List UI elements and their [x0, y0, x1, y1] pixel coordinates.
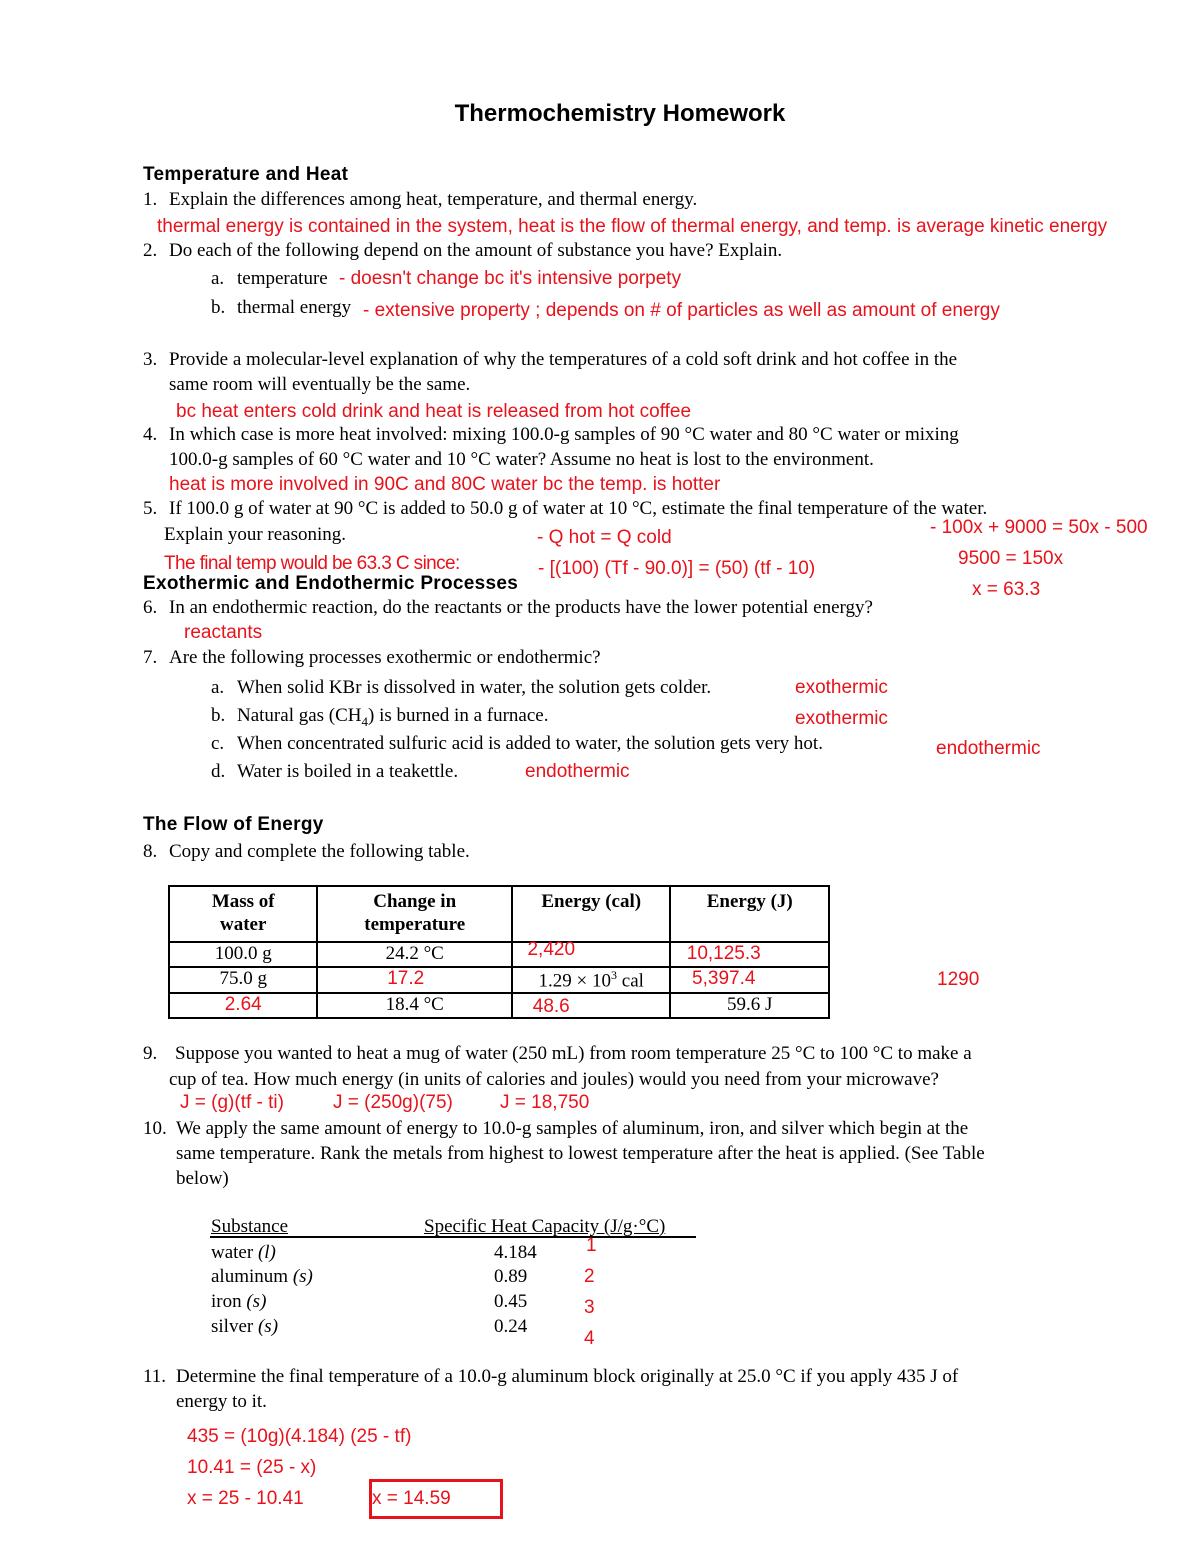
question-text: Do each of the following depend on the amount of substance you have? Explain. — [169, 240, 783, 261]
question-7a — [211, 677, 711, 700]
cell-answer: 17.2 — [387, 968, 425, 989]
question-9-line2: cup of tea. How much energy (in units of calories and joules) would you need from your microwave? — [169, 1069, 939, 1090]
question-11 — [143, 1366, 958, 1389]
question-9 — [143, 1043, 972, 1066]
subscript: 4 — [361, 713, 369, 729]
substance-row: iron (s) — [211, 1291, 267, 1312]
question-5-line2: Explain your reasoning. — [164, 524, 347, 545]
question-number: 10. — [143, 1118, 167, 1139]
question-text: Are the following processes exothermic or endothermic? — [169, 647, 601, 668]
answer-9-formula: J = (g)(tf - ti) — [180, 1092, 284, 1113]
table-cell: 59.6 J — [670, 993, 829, 1018]
cell-answer: 5,397.4 — [692, 968, 756, 989]
answer-9-substitution: J = (250g)(75) — [333, 1092, 453, 1113]
answer-5-setup: - [(100) (Tf - 90.0)] = (50) (tf - 10) — [538, 558, 816, 579]
question-text: In which case is more heat involved: mixing 100.0-g samples of 90 °C water and 80 °C water or mixing — [169, 424, 959, 445]
item-text: thermal energy — [237, 297, 352, 318]
answer-9-result: J = 18,750 — [500, 1092, 590, 1113]
specific-heat-value: 0.24 — [494, 1316, 528, 1337]
question-7c — [211, 733, 823, 756]
question-text: Suppose you wanted to heat a mug of water (250 mL) from room temperature 25 °C to 100 °C to make a — [175, 1043, 972, 1064]
table-cell: 100.0 g — [169, 942, 317, 967]
table-cell — [512, 993, 670, 1018]
rank-answer: 3 — [584, 1297, 595, 1318]
question-text: In an endothermic reaction, do the reactants or the products have the lower potential energy? — [169, 597, 873, 618]
question-6 — [143, 597, 873, 620]
answer-11-step-1: 435 = (10g)(4.184) (25 - tf) — [187, 1426, 412, 1447]
answer-4: heat is more involved in 90C and 80C water bc the temp. is hotter — [169, 474, 721, 495]
question-number: 3. — [143, 349, 158, 370]
table-cell — [317, 967, 512, 993]
question-text: Copy and complete the following table. — [169, 841, 470, 862]
question-number: 2. — [143, 240, 158, 261]
table-cell: 75.0 g — [169, 967, 317, 993]
table-rule — [210, 1236, 696, 1238]
question-10-line3: below) — [176, 1168, 229, 1189]
answer-7d: endothermic — [525, 761, 630, 782]
question-7b — [211, 705, 548, 729]
answer-7c: endothermic — [936, 738, 1041, 759]
question-11-line2: energy to it. — [176, 1391, 267, 1412]
item-letter: a. — [211, 677, 225, 698]
table-row — [169, 967, 829, 993]
section-heading-temperature-heat: Temperature and Heat — [143, 164, 349, 185]
question-number: 5. — [143, 498, 158, 519]
table-cell — [670, 942, 829, 967]
page-title: Thermochemistry Homework — [454, 100, 786, 127]
item-text-post: ) is burned in a furnace. — [368, 705, 549, 726]
item-text-pre: Natural gas (CH — [237, 705, 362, 726]
item-letter: b. — [211, 705, 226, 726]
answer-8-side-note: 1290 — [937, 969, 980, 990]
question-2 — [143, 240, 782, 263]
question-number: 8. — [143, 841, 158, 862]
cell-value-pre: 1.29 × 10 — [538, 970, 612, 992]
substance-row: water (l) — [211, 1242, 276, 1263]
cell-answer: 2,420 — [527, 939, 576, 960]
question-text: Determine the final temperature of a 10.0-g aluminum block originally at 25.0 °C if you apply 435 J of — [176, 1366, 959, 1387]
question-4 — [143, 424, 959, 447]
cell-answer: 48.6 — [532, 996, 570, 1018]
question-text: If 100.0 g of water at 90 °C is added to 50.0 g of water at 10 °C, estimate the final temperature of the water. — [169, 498, 988, 519]
answer-2b: - extensive property ; depends on # of particles as well as amount of energy — [363, 300, 1000, 321]
substance-row: silver (s) — [211, 1316, 279, 1337]
answer-5-result: x = 63.3 — [972, 579, 1041, 600]
question-7 — [143, 647, 601, 670]
question-number: 7. — [143, 647, 158, 668]
table-row — [169, 993, 829, 1018]
specific-heat-value: 0.89 — [494, 1266, 528, 1287]
answer-5-statement: The final temp would be 63.3 C since: — [164, 553, 460, 574]
answer-7b: exothermic — [795, 708, 888, 729]
answer-2a: - doesn't change bc it's intensive porpety — [339, 268, 682, 289]
question-text: We apply the same amount of energy to 10.0-g samples of aluminum, iron, and silver which begin at the — [176, 1118, 969, 1139]
item-letter: d. — [211, 761, 226, 782]
question-7d — [211, 761, 458, 784]
question-2b — [211, 297, 351, 320]
item-letter: a. — [211, 268, 225, 289]
cell-value-post: cal — [617, 970, 644, 992]
question-8 — [143, 841, 470, 864]
answer-3: bc heat enters cold drink and heat is released from hot coffee — [176, 401, 692, 422]
answer-5-equation: - Q hot = Q cold — [537, 527, 672, 548]
question-2a — [211, 268, 328, 291]
energy-table — [168, 885, 830, 1019]
answer-1: thermal energy is contained in the system, heat is the flow of thermal energy, and temp. is average kinetic energy — [157, 216, 1108, 237]
rank-answer: 1 — [586, 1235, 597, 1256]
question-4-line2: 100.0-g samples of 60 °C water and 10 °C water? Assume no heat is lost to the environment. — [169, 449, 874, 470]
question-number: 9. — [143, 1043, 158, 1064]
question-number: 4. — [143, 424, 158, 445]
specific-heat-value: 0.45 — [494, 1291, 528, 1312]
item-letter: b. — [211, 297, 226, 318]
superscript: 3 — [611, 968, 618, 982]
answer-6: reactants — [184, 622, 263, 643]
answer-11-step-2: 10.41 = (25 - x) — [187, 1457, 317, 1478]
answer-11-final: x = 14.59 — [372, 1488, 451, 1509]
rank-answer: 4 — [584, 1328, 595, 1349]
question-10-line2: same temperature. Rank the metals from highest to lowest temperature after the heat is applied. (See Table — [176, 1143, 985, 1164]
table-header-specific-heat: Specific Heat Capacity (J/g·°C) — [424, 1216, 666, 1237]
cell-answer: 10,125.3 — [686, 943, 761, 964]
table-header: Change in temperature — [317, 886, 512, 942]
question-number: 11. — [143, 1366, 167, 1387]
question-3-line2: same room will eventually be the same. — [169, 374, 471, 395]
item-text: temperature — [237, 268, 328, 289]
question-10 — [143, 1118, 968, 1141]
answer-7a: exothermic — [795, 677, 888, 698]
substance-row: aluminum (s) — [211, 1266, 313, 1287]
answer-5-work-1: - 100x + 9000 = 50x - 500 — [930, 517, 1148, 538]
specific-heat-value: 4.184 — [494, 1242, 537, 1263]
table-cell: 18.4 °C — [317, 993, 512, 1018]
question-text: Provide a molecular-level explanation of why the temperatures of a cold soft drink and hot coffee in the — [169, 349, 958, 370]
answer-5-work-2: 9500 = 150x — [958, 548, 1064, 569]
table-cell — [169, 993, 317, 1018]
answer-11-step-3: x = 25 - 10.41 — [187, 1488, 304, 1509]
question-3 — [143, 349, 957, 372]
item-text: When solid KBr is dissolved in water, the solution gets colder. — [237, 677, 712, 698]
table-header: Energy (cal) — [512, 886, 670, 942]
item-text: When concentrated sulfuric acid is added to water, the solution gets very hot. — [237, 733, 823, 754]
section-heading-exo-endo: Exothermic and Endothermic Processes — [143, 573, 519, 594]
table-header: Mass of water — [169, 886, 317, 942]
question-1 — [143, 189, 697, 212]
table-header: Energy (J) — [670, 886, 829, 942]
table-cell: 24.2 °C — [317, 942, 512, 967]
question-number: 6. — [143, 597, 158, 618]
table-cell — [670, 967, 829, 993]
question-5 — [143, 498, 987, 521]
section-heading-flow-energy: The Flow of Energy — [143, 814, 324, 835]
question-number: 1. — [143, 189, 158, 210]
question-text: Explain the differences among heat, temperature, and thermal energy. — [169, 189, 698, 210]
item-letter: c. — [211, 733, 225, 754]
rank-answer: 2 — [584, 1266, 595, 1287]
cell-answer: 2.64 — [224, 994, 262, 1016]
item-text: Water is boiled in a teakettle. — [237, 761, 459, 782]
table-row — [169, 942, 829, 967]
table-header-substance: Substance — [211, 1216, 289, 1237]
